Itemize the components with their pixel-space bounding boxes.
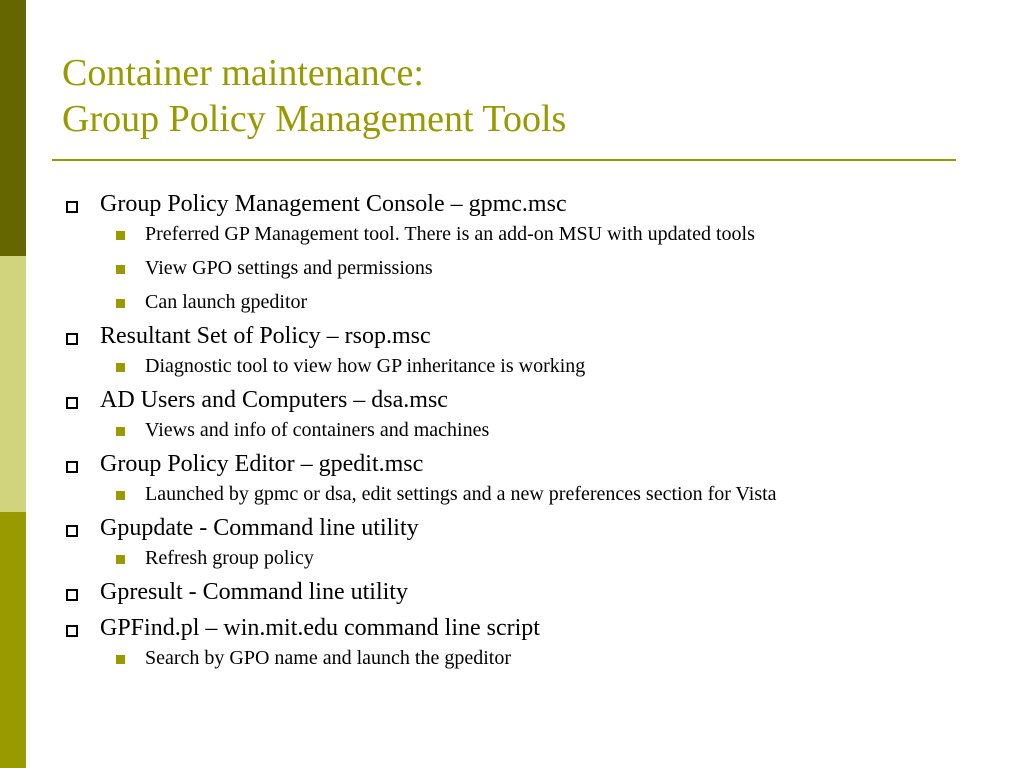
bullet-item: [62, 514, 982, 570]
sub-bullet-item: [62, 482, 982, 506]
sub-bullet-item: [62, 354, 982, 378]
bullet-text: Gpresult - Command line utility: [100, 579, 408, 605]
sub-bullet-text: Can launch gpeditor: [145, 291, 308, 313]
hollow-square-bullet-icon: [66, 397, 78, 409]
bullet-item: [62, 322, 982, 378]
hollow-square-bullet-icon: [66, 625, 78, 637]
bullet-item: [62, 190, 982, 314]
sidebar-band-bottom: [0, 512, 26, 768]
bullet-item: [62, 614, 982, 670]
filled-square-bullet-icon: [116, 491, 125, 500]
title-divider: [52, 159, 956, 161]
slide-title: [62, 50, 566, 142]
sub-bullet-text: Search by GPO name and launch the gpeditor: [145, 647, 512, 669]
bullet-text: Group Policy Editor – gpedit.msc: [100, 451, 424, 477]
bullet-text: GPFind.pl – win.mit.edu command line script: [100, 615, 540, 641]
sub-bullet-text: Views and info of containers and machines: [145, 419, 490, 441]
filled-square-bullet-icon: [116, 231, 125, 240]
sub-bullet-text: Preferred GP Management tool. There is an add-on MSU with updated tools: [145, 223, 755, 245]
bullet-item: [62, 578, 982, 606]
sub-bullet-text: Diagnostic tool to view how GP inheritance is working: [145, 355, 586, 377]
sub-bullet-text: Refresh group policy: [145, 547, 314, 569]
sub-bullet-text: Launched by gpmc or dsa, edit settings and a new preferences section for Vista: [145, 483, 777, 505]
slide-title-line-2: Group Policy Management Tools: [62, 98, 567, 140]
filled-square-bullet-icon: [116, 655, 125, 664]
filled-square-bullet-icon: [116, 427, 125, 436]
slide-title-line-1: Container maintenance:: [62, 52, 424, 94]
bullet-item: [62, 450, 982, 506]
filled-square-bullet-icon: [116, 555, 125, 564]
sub-bullet-list: [100, 418, 982, 442]
hollow-square-bullet-icon: [66, 525, 78, 537]
sub-bullet-list: [100, 546, 982, 570]
bullet-text: Resultant Set of Policy – rsop.msc: [100, 323, 431, 349]
hollow-square-bullet-icon: [66, 589, 78, 601]
sub-bullet-list: [100, 354, 982, 378]
sub-bullet-text: View GPO settings and permissions: [145, 257, 433, 279]
bullet-item: [62, 386, 982, 442]
sub-bullet-item: [62, 546, 982, 570]
filled-square-bullet-icon: [116, 265, 125, 274]
sub-bullet-list: [100, 646, 982, 670]
filled-square-bullet-icon: [116, 363, 125, 372]
bullet-text: Group Policy Management Console – gpmc.msc: [100, 191, 567, 217]
bullet-text: Gpupdate - Command line utility: [100, 515, 419, 541]
sidebar-color-bar: [0, 0, 26, 768]
bullet-text: AD Users and Computers – dsa.msc: [100, 387, 448, 413]
sub-bullet-list: [100, 482, 982, 506]
sub-bullet-item: [62, 646, 982, 670]
sidebar-band-top: [0, 0, 26, 256]
hollow-square-bullet-icon: [66, 333, 78, 345]
sub-bullet-item: [62, 222, 982, 246]
bullet-list: [62, 190, 982, 670]
hollow-square-bullet-icon: [66, 201, 78, 213]
sub-bullet-list: [100, 222, 982, 314]
hollow-square-bullet-icon: [66, 461, 78, 473]
sidebar-band-middle: [0, 256, 26, 512]
filled-square-bullet-icon: [116, 299, 125, 308]
sub-bullet-item: [62, 418, 982, 442]
sub-bullet-item: [62, 256, 982, 280]
sub-bullet-item: [62, 290, 982, 314]
